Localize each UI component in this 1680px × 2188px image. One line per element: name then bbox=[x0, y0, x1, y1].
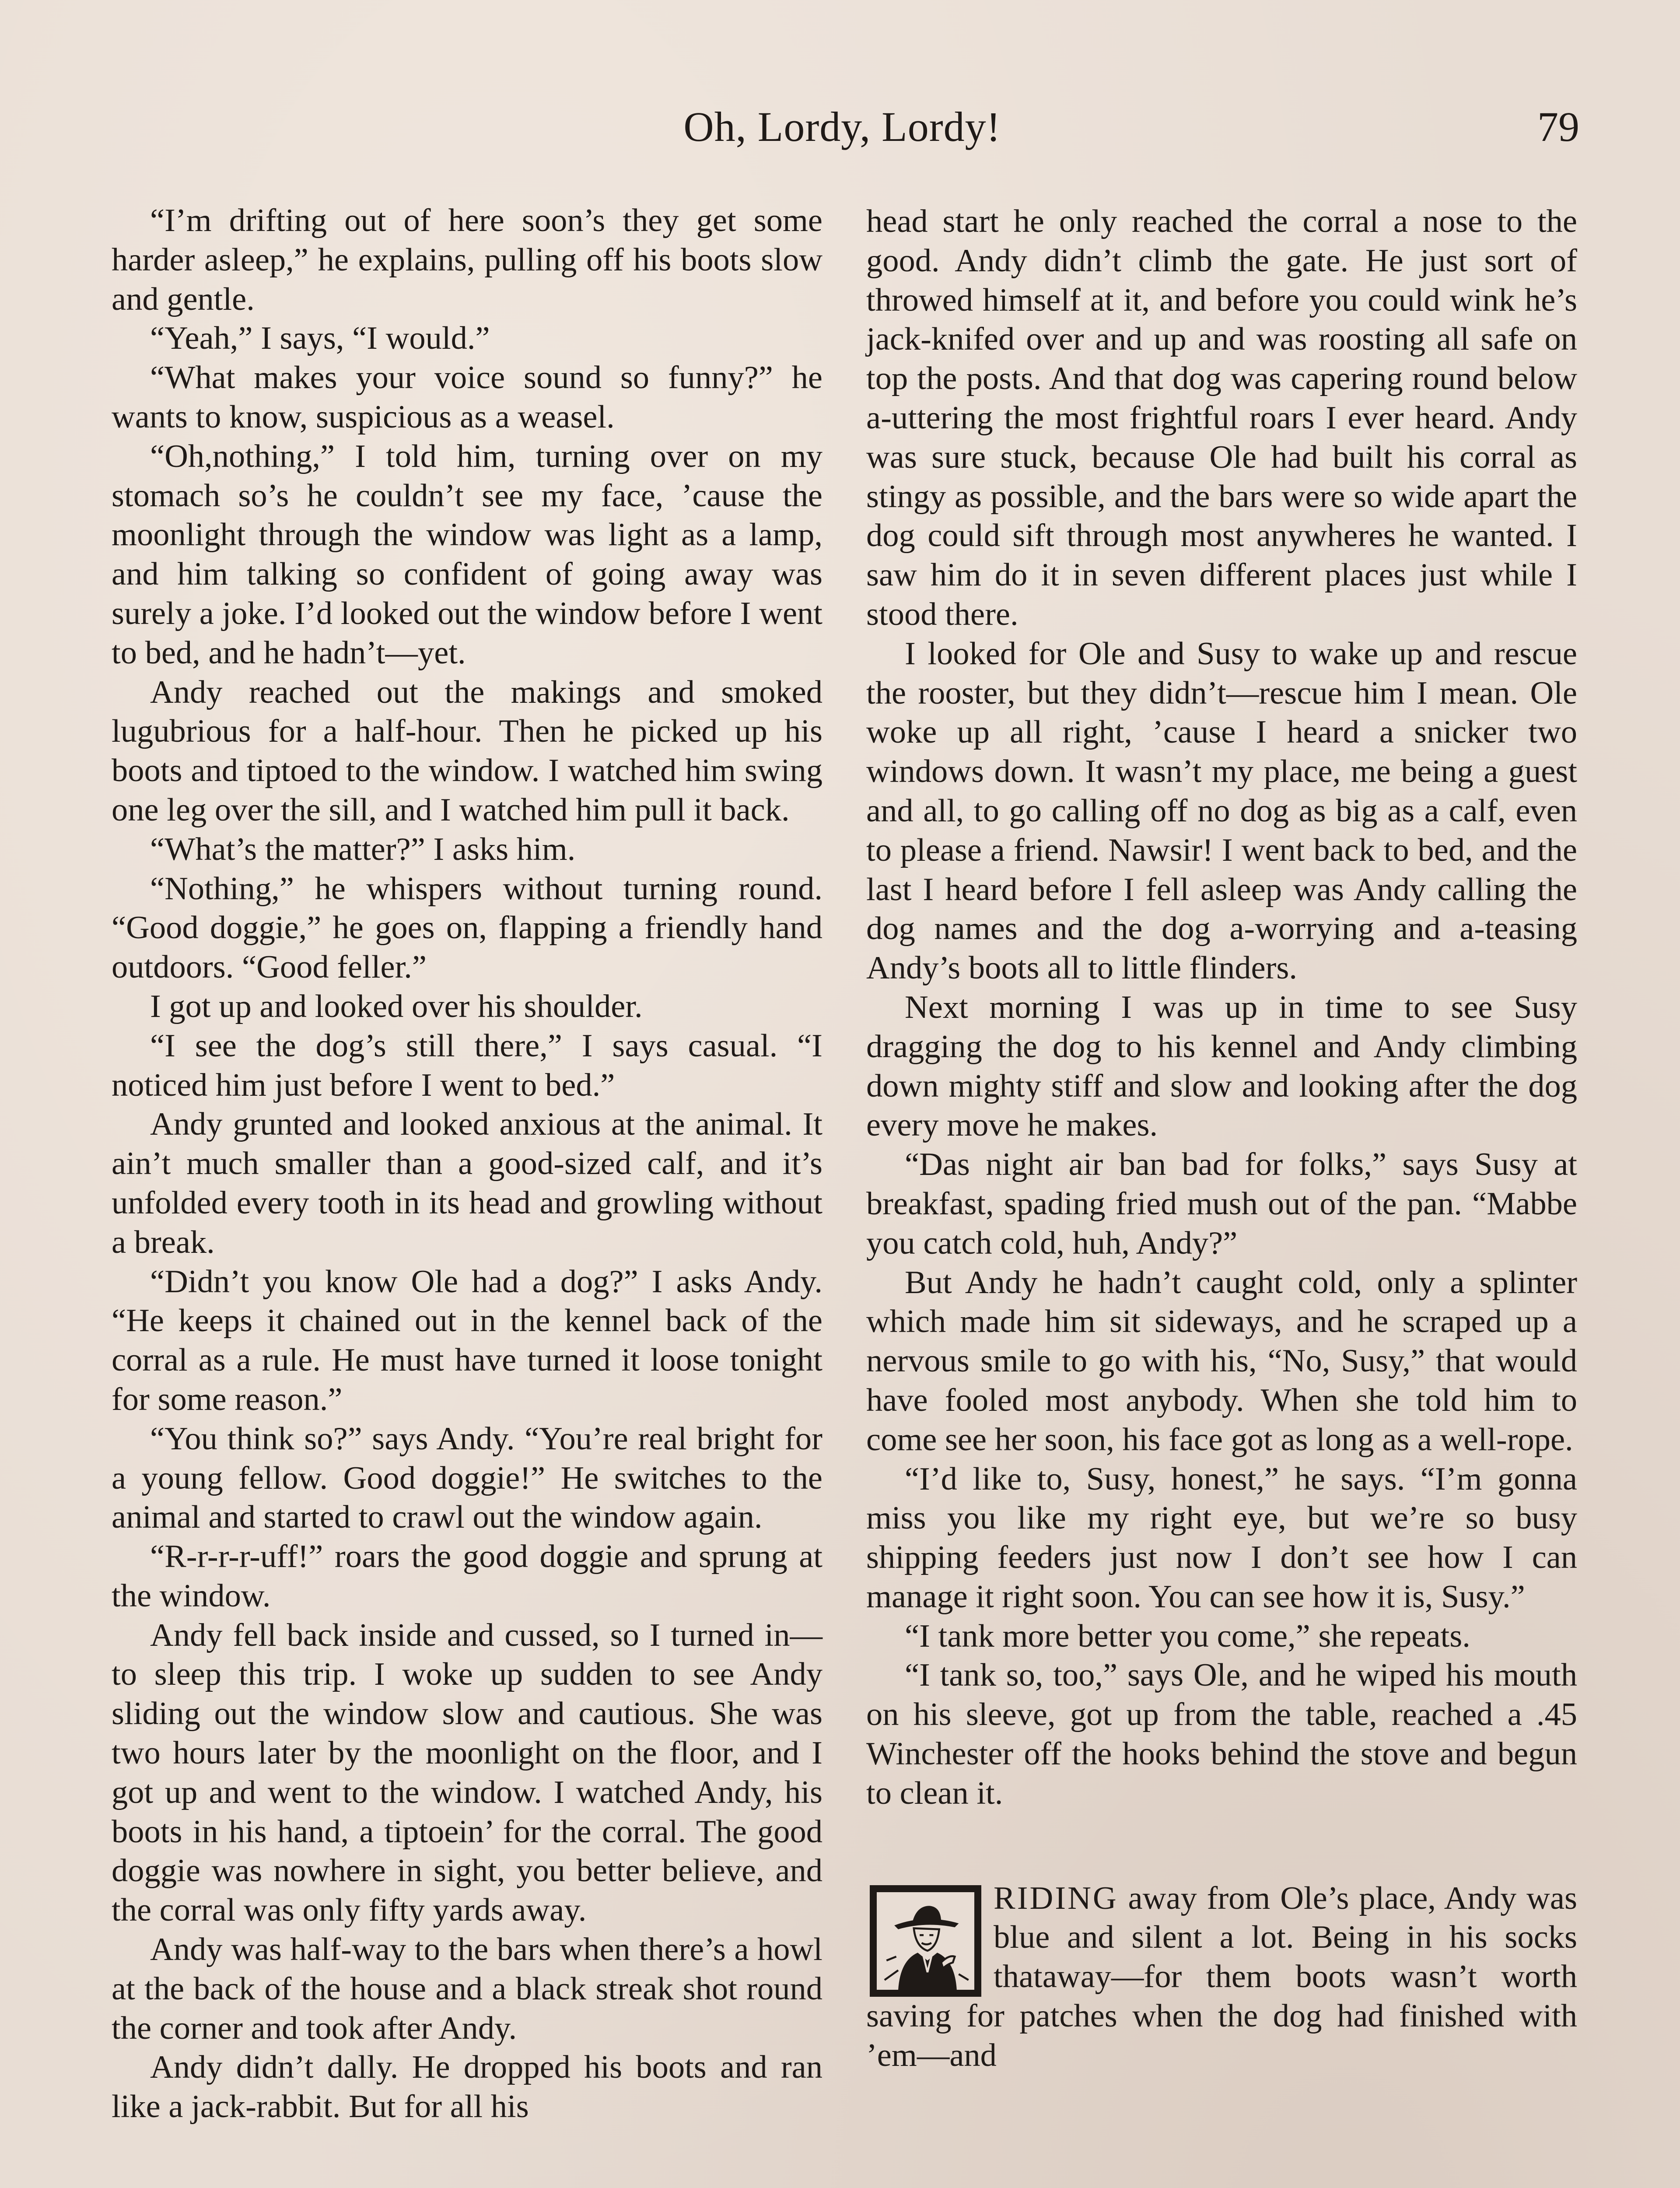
paragraph: “What’s the matter?” I asks him. bbox=[150, 831, 576, 867]
paragraph: “Nothing,” he whispers without turning round. “Good doggie,” he goes on, flapping a friendly hand outdoors. “Good feller.” bbox=[112, 870, 822, 985]
paragraph: “Yeah,” I says, “I would.” bbox=[150, 320, 490, 357]
paragraph: “I tank so, too,” says Ole, and he wiped his mouth on his sleeve, got up from the table, reached a .45 Winchester off the hooks behind the stove and begun to clean it. bbox=[866, 1657, 1577, 1811]
paragraph: “R-r-r-r-uff!” roars the good doggie and sprung at the window. bbox=[112, 1539, 822, 1614]
paragraph: I looked for Ole and Susy to wake up and rescue the rooster, but they didn’t—rescue him I mean. Ole woke up all right, ’cause I heard a snicker two windows down. It wasn’t my place, me being a guest and all, to go calling off no dog as big as a calf, even to please a friend. Nawsir! I went back to bed, and the last I heard before I fell asleep was Andy calling the dog names and the dog a-worrying and a-teasing Andy’s boots all to little flinders. bbox=[866, 635, 1577, 986]
paragraph: “You think so?” says Andy. “You’re real bright for a young fellow. Good doggie!” He switches to the animal and started to crawl out the window again. bbox=[112, 1420, 822, 1536]
paragraph: “I’d like to, Susy, honest,” he says. “I’m gonna miss you like my right eye, but we’re so busy shipping feeders just now I don’t see how I can manage it right soon. You can see how it is, Susy.” bbox=[866, 1461, 1577, 1615]
page-number: 79 bbox=[1537, 103, 1579, 150]
paragraph: “Oh,nothing,” I told him, turning over on my stomach so’s he couldn’t see my face, ’cause the moonlight through the window was light as a lamp, and him talking so confident of going away was surely a joke. I’d looked out the window before I went to bed, and he hadn’t—yet. bbox=[112, 438, 822, 671]
paragraph: I got up and looked over his shoulder. bbox=[150, 988, 643, 1024]
left-column bbox=[112, 201, 822, 2127]
paragraph: Andy reached out the makings and smoked lugubrious for a half-hour. Then he picked up his boots and tiptoed to the window. I watched him swing one leg over the sill, and I watched him pull it back. bbox=[112, 674, 822, 828]
paragraph: Andy was half-way to the bars when there’s a howl at the back of the house and a black streak shot round the corner and took after Andy. bbox=[112, 1932, 822, 2046]
paragraph: Andy grunted and looked anxious at the animal. It ain’t much smaller than a good-sized calf, and it’s unfolded every tooth in its head and growling without a break. bbox=[112, 1106, 822, 1260]
paragraph: “I tank more better you come,” she repeats. bbox=[905, 1618, 1470, 1654]
right-column bbox=[866, 202, 1577, 2076]
paragraph: “Das night air ban bad for folks,” says Susy at breakfast, spading fried mush out of the pan. “Mabbe you catch cold, huh, Andy?” bbox=[866, 1147, 1577, 1261]
running-head: Oh, Lordy, Lordy! bbox=[683, 103, 1001, 150]
section-opening-paragraph bbox=[866, 1879, 1577, 2076]
paragraph: Andy fell back inside and cussed, so I turned in—to sleep this trip. I woke up sudden to see Andy sliding out the window slow and cautious. She was two hours later by the moonlight on the floor, and I got up and went to the window. I watched Andy, his boots in his hand, a tiptoein’ for the corral. The good doggie was nowhere in sight, you better believe, and the corral was only fifty yards away. bbox=[112, 1617, 822, 1929]
section-first-word: RIDING bbox=[994, 1880, 1118, 1916]
paragraph: Next morning I was up in time to see Susy dragging the dog to his kennel and Andy climbing down mighty stiff and slow and looking after the dog every move he makes. bbox=[866, 989, 1577, 1143]
paragraph: “Didn’t you know Ole had a dog?” I asks Andy. “He keeps it chained out in the kennel back of the corral as a rule. He must have turned it loose tonight for some reason.” bbox=[112, 1263, 822, 1417]
cowboy-vignette-icon bbox=[870, 1885, 981, 1997]
paragraph: “What makes your voice sound so funny?” he wants to know, suspicious as a weasel. bbox=[112, 360, 822, 435]
paragraph: Andy didn’t dally. He dropped his boots and ran like a jack-rabbit. But for all his bbox=[112, 2049, 822, 2125]
paragraph: “I’m drifting out of here soon’s they get some harder asleep,” he explains, pulling off his boots slow and gentle. bbox=[112, 203, 822, 317]
section-opening-text: away from Ole’s place, Andy was blue and silent a lot. Being in his socks thataway—for them boots wasn’t worth saving for patches when the dog had finished with ’em—and bbox=[866, 1880, 1577, 2073]
continued-paragraph: head start he only reached the corral a nose to the good. Andy didn’t climb the gate. He just sort of throwed himself at it, and before you could wink he’s jack-knifed over and up and was roosting all safe on top the posts. And that dog was capering round below a-uttering the most frightful roars I ever heard. Andy was sure stuck, because Ole had built his corral as stingy as possible, and the bars were so wide apart the dog could sift through most anywheres he wanted. I saw him do it in seven different places just while I stood there. bbox=[866, 203, 1577, 632]
section-break bbox=[866, 1813, 1577, 1879]
paragraph: But Andy he hadn’t caught cold, only a splinter which made him sit sideways, and he scraped up a nervous smile to go with his, “No, Susy,” that would have fooled most anybody. When she told him to come see her soon, his face got as long as a well-rope. bbox=[866, 1264, 1577, 1458]
paragraph: “I see the dog’s still there,” I says casual. “I noticed him just before I went to bed.” bbox=[112, 1027, 822, 1103]
page-header bbox=[105, 94, 1579, 160]
